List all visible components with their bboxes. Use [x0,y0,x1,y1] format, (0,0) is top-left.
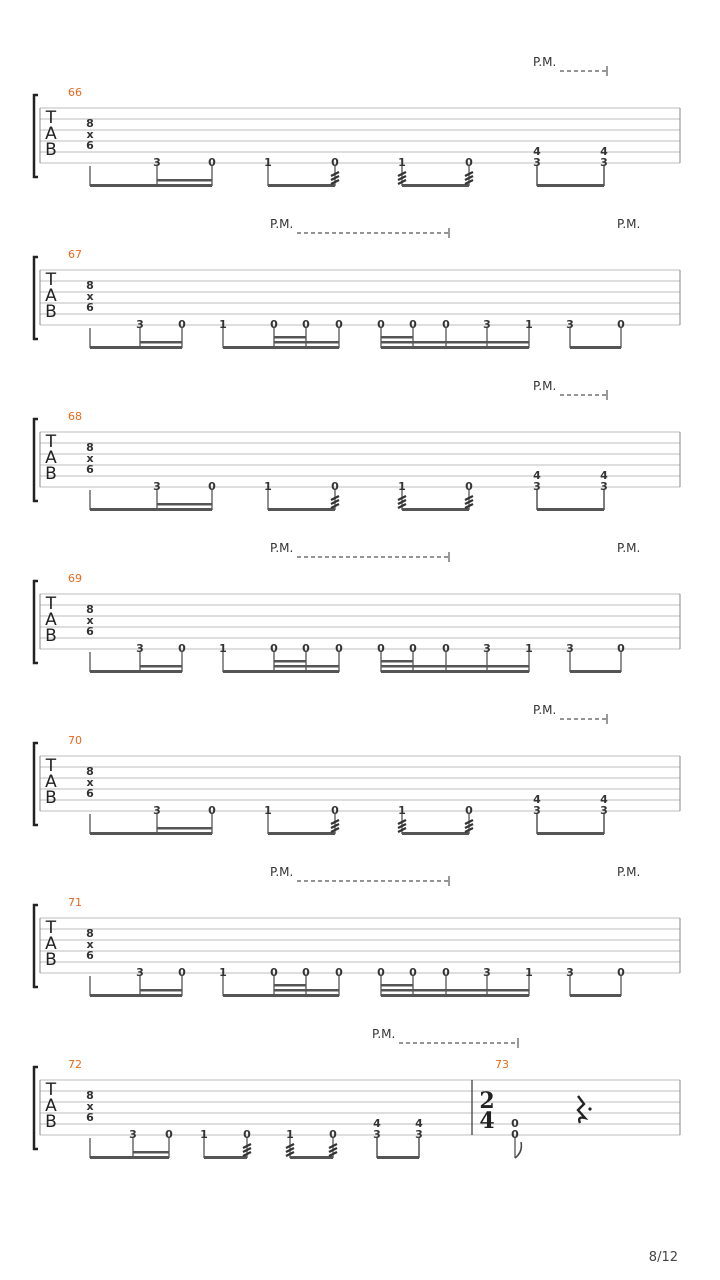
fret-number: 0 [243,1128,251,1141]
beam [223,994,339,997]
system-bracket [34,257,38,339]
fret-number: 0 [178,318,186,331]
fret-number: 4 [533,145,541,158]
fret-number: 3 [129,1128,137,1141]
chord-fret: 6 [86,949,94,962]
beam-secondary [140,989,182,992]
fret-number: 3 [483,318,491,331]
palm-mute-label: P.M. [270,865,294,879]
fret-number: 1 [219,642,227,655]
beam-secondary [274,665,339,668]
beam [90,346,182,349]
chord-fret: 8 [86,117,94,130]
eighth-flag [515,1142,521,1158]
time-signature-top: 2 [479,1088,495,1114]
tab-clef-letter: T [45,108,57,128]
fret-number: 0 [465,156,473,169]
fret-number: 0 [442,318,450,331]
fret-number: 3 [533,480,541,493]
fret-number: 0 [270,642,278,655]
tab-clef-letter: B [45,626,57,646]
fret-number: 0 [302,642,310,655]
tab-system-67 [34,217,680,349]
tab-clef-letter: T [45,432,57,452]
beam-tertiary [381,336,413,339]
fret-number: 1 [286,1128,294,1141]
tab-clef-letter: A [45,286,57,306]
chord-fret: 8 [86,765,94,778]
palm-mute-label: P.M. [270,217,294,231]
fret-number: 0 [465,804,473,817]
beam [90,994,182,997]
fret-number: 0 [409,318,417,331]
fret-number: 4 [533,469,541,482]
fret-number: 0 [165,1128,173,1141]
fret-number: 1 [200,1128,208,1141]
beam [402,508,469,511]
tab-clef-letter: T [45,756,57,776]
tab-system-66 [34,55,680,187]
beam [377,1156,419,1159]
beam-secondary [157,827,212,830]
rest-dot [588,1107,591,1110]
chord-fret: x [86,452,94,465]
fret-number: 0 [329,1128,337,1141]
beam [381,670,529,673]
tab-clef-letter: A [45,610,57,630]
chord-fret: x [86,290,94,303]
page-number: 8/12 [648,1250,678,1265]
beam [570,994,621,997]
chord-fret: 6 [86,139,94,152]
fret-number: 0 [270,318,278,331]
chord-fret: x [86,614,94,627]
beam-tertiary [274,336,306,339]
tab-clef-letter: T [45,594,57,614]
fret-number: 1 [398,156,406,169]
chord-fret: 6 [86,625,94,638]
fret-number: 3 [566,966,574,979]
fret-number: 3 [600,480,608,493]
fret-number: 3 [153,156,161,169]
fret-number: 1 [264,804,272,817]
fret-number: 3 [136,318,144,331]
fret-number: 0 [442,642,450,655]
tab-clef-letter: A [45,934,57,954]
beam-secondary [157,503,212,506]
beam [223,346,339,349]
fret-number: 1 [264,480,272,493]
tab-clef-letter: A [45,124,57,144]
measure-number: 69 [68,572,82,585]
tab-system-72 [34,1027,680,1159]
palm-mute-label: P.M. [617,541,641,555]
fret-number: 3 [153,804,161,817]
beam [223,670,339,673]
beam [268,832,335,835]
fret-number: 0 [335,642,343,655]
fret-number: 0 [511,1128,519,1141]
fret-number: 4 [415,1117,423,1130]
measure-number: 70 [68,734,82,747]
beam-secondary [274,341,339,344]
tab-clef-letter: B [45,1112,57,1132]
palm-mute-label: P.M. [533,55,557,69]
beam [402,832,469,835]
fret-number: 0 [302,966,310,979]
chord-fret: 8 [86,927,94,940]
beam-tertiary [274,984,306,987]
fret-number: 3 [153,480,161,493]
fret-number: 0 [377,318,385,331]
measure-number: 67 [68,248,82,261]
beam-tertiary [381,984,413,987]
chord-fret: 6 [86,301,94,314]
tab-clef-letter: A [45,772,57,792]
system-bracket [34,419,38,501]
tab-clef-letter: B [45,464,57,484]
chord-fret: 6 [86,787,94,800]
fret-number: 1 [219,966,227,979]
palm-mute-label: P.M. [617,865,641,879]
palm-mute-label: P.M. [617,217,641,231]
time-signature-bottom: 4 [479,1108,495,1134]
fret-number: 1 [398,804,406,817]
fret-number: 0 [442,966,450,979]
system-bracket [34,95,38,177]
fret-number: 0 [331,156,339,169]
fret-number: 3 [483,642,491,655]
fret-number: 0 [208,804,216,817]
measure-number: 73 [495,1058,509,1071]
fret-number: 0 [331,480,339,493]
chord-fret: 6 [86,1111,94,1124]
palm-mute-label: P.M. [372,1027,396,1041]
beam-secondary [133,1151,169,1154]
fret-number: 0 [335,318,343,331]
chord-fret: x [86,938,94,951]
beam-tertiary [274,660,306,663]
fret-number: 0 [178,966,186,979]
beam [268,184,335,187]
fret-number: 3 [483,966,491,979]
system-bracket [34,743,38,825]
fret-number: 3 [415,1128,423,1141]
system-bracket [34,905,38,987]
measure-number: 72 [68,1058,82,1071]
fret-number: 1 [525,642,533,655]
beam [537,184,604,187]
fret-number: 3 [533,804,541,817]
system-bracket [34,1067,38,1149]
quarter-rest [578,1096,585,1123]
beam [290,1156,333,1159]
tab-clef-letter: A [45,1096,57,1116]
fret-number: 3 [533,156,541,169]
beam-secondary [274,989,339,992]
tab-clef-letter: T [45,918,57,938]
beam [90,184,212,187]
tab-system-70 [34,703,680,835]
tab-clef-letter: A [45,448,57,468]
chord-fret: x [86,776,94,789]
beam [268,508,335,511]
fret-number: 0 [409,642,417,655]
tab-system-71 [34,865,680,997]
chord-fret: 6 [86,463,94,476]
palm-mute-label: P.M. [270,541,294,555]
beam [381,994,529,997]
chord-fret: 8 [86,1089,94,1102]
tab-system-69 [34,541,680,673]
chord-fret: 8 [86,279,94,292]
fret-number: 0 [335,966,343,979]
tab-system-68 [34,379,680,511]
fret-number: 3 [136,966,144,979]
fret-number: 0 [208,480,216,493]
fret-number: 4 [600,469,608,482]
beam [90,832,212,835]
tab-clef-letter: B [45,140,57,160]
fret-number: 0 [511,1117,519,1130]
tab-clef-letter: B [45,788,57,808]
beam [204,1156,247,1159]
fret-number: 1 [219,318,227,331]
beam [537,832,604,835]
fret-number: 0 [302,318,310,331]
fret-number: 0 [617,966,625,979]
tab-clef-letter: B [45,302,57,322]
beam-secondary [381,989,529,992]
fret-number: 1 [398,480,406,493]
chord-fret: x [86,1100,94,1113]
beam [90,670,182,673]
fret-number: 0 [270,966,278,979]
fret-number: 3 [600,804,608,817]
fret-number: 3 [566,318,574,331]
fret-number: 4 [600,145,608,158]
measure-number: 68 [68,410,82,423]
beam [537,508,604,511]
beam [90,1156,169,1159]
fret-number: 4 [533,793,541,806]
chord-fret: 8 [86,441,94,454]
chord-fret: x [86,128,94,141]
measure-number: 71 [68,896,82,909]
beam [381,346,529,349]
beam [570,670,621,673]
fret-number: 0 [465,480,473,493]
system-bracket [34,581,38,663]
fret-number: 3 [136,642,144,655]
fret-number: 0 [377,966,385,979]
fret-number: 1 [525,318,533,331]
beam [570,346,621,349]
beam [90,508,212,511]
fret-number: 0 [331,804,339,817]
chord-fret: 8 [86,603,94,616]
fret-number: 0 [208,156,216,169]
beam-secondary [381,665,529,668]
fret-number: 0 [409,966,417,979]
beam [402,184,469,187]
beam-secondary [381,341,529,344]
fret-number: 4 [600,793,608,806]
fret-number: 4 [373,1117,381,1130]
fret-number: 0 [617,642,625,655]
palm-mute-label: P.M. [533,379,557,393]
fret-number: 0 [617,318,625,331]
fret-number: 1 [525,966,533,979]
tab-clef-letter: T [45,1080,57,1100]
beam-secondary [157,179,212,182]
fret-number: 3 [600,156,608,169]
beam-tertiary [381,660,413,663]
beam-secondary [140,665,182,668]
tab-clef-letter: T [45,270,57,290]
fret-number: 0 [377,642,385,655]
measure-number: 66 [68,86,82,99]
fret-number: 1 [264,156,272,169]
fret-number: 3 [566,642,574,655]
fret-number: 0 [178,642,186,655]
beam-secondary [140,341,182,344]
tab-clef-letter: B [45,950,57,970]
palm-mute-label: P.M. [533,703,557,717]
fret-number: 3 [373,1128,381,1141]
